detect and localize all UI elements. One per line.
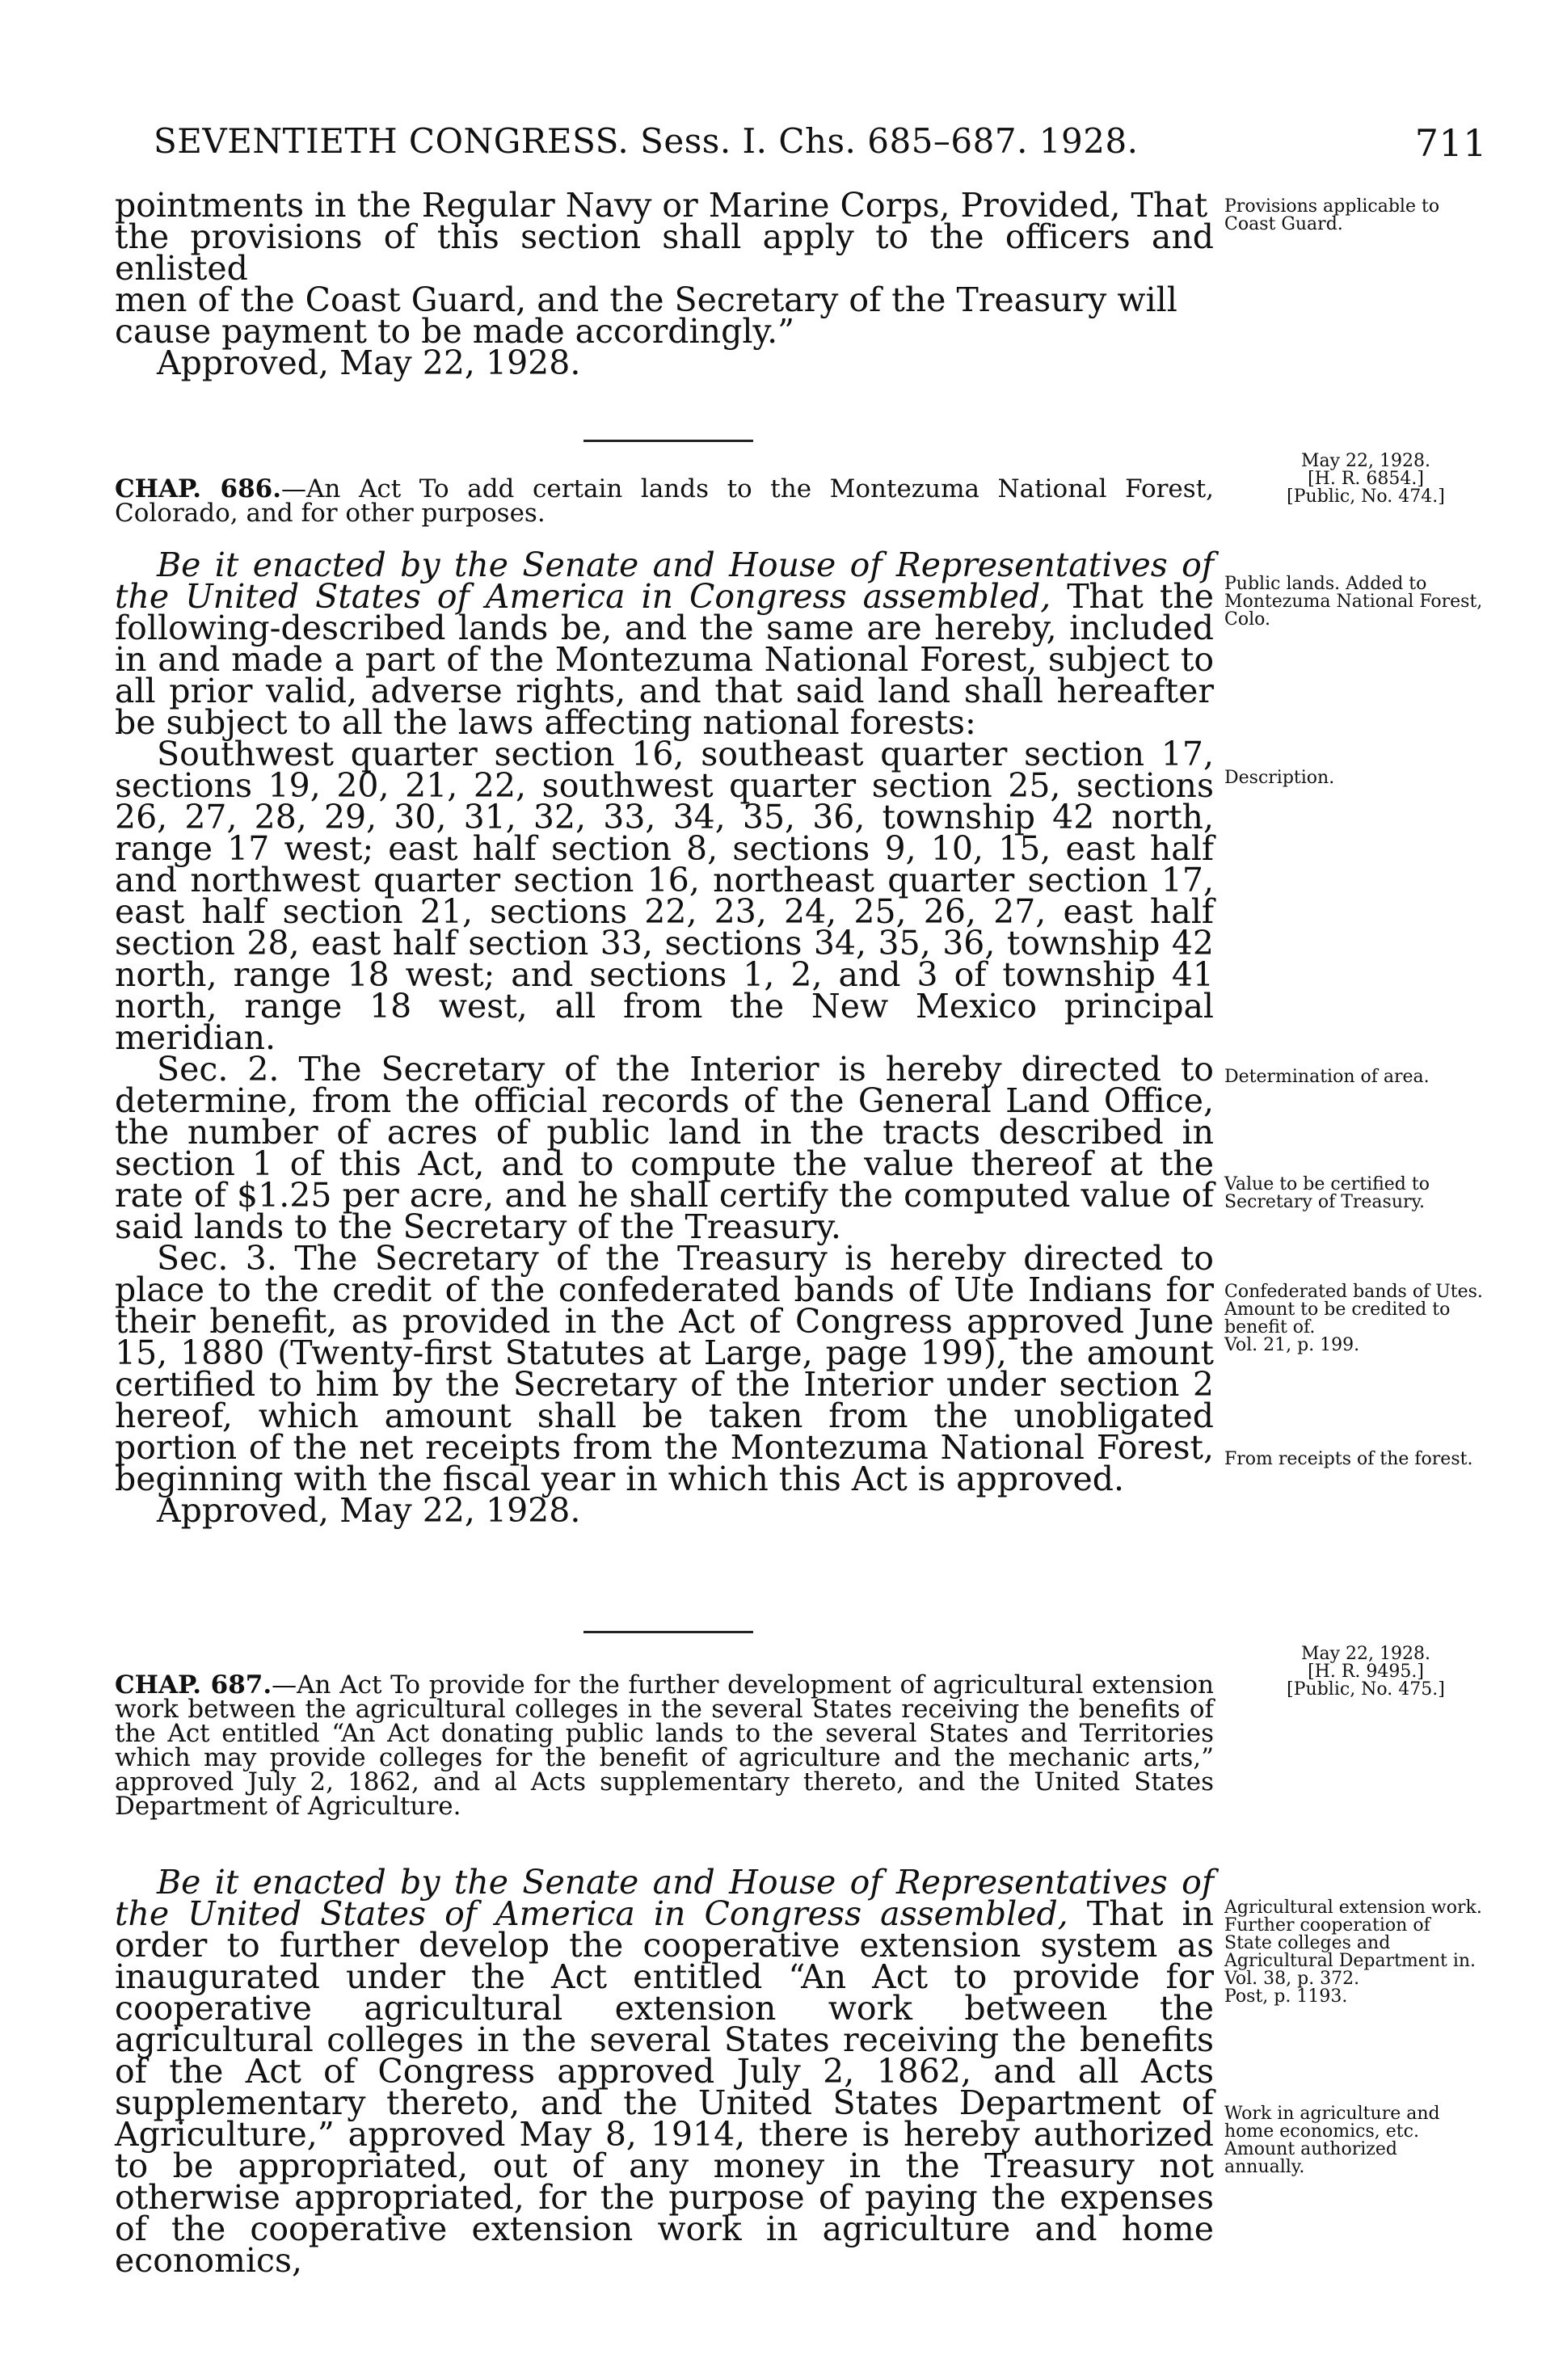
- public-law-number: [Public, No. 475.]: [1287, 1679, 1445, 1700]
- chapter-title-text: —An Act To provide for the further development of agricultural extension work between the agricultural colleges in the several States receiving the benefits of the Act entitled “An Act donating public lands to the several States and Territories which may provide colleges for the benefit of agriculture and the mechanic arts,” approved July 2, 1862, and al Acts supplementary thereto, and the United States Department of Agriculture.: [115, 1670, 1214, 1821]
- bill-reference-687: [1285, 1645, 1447, 1699]
- margin-note-agricultural-extension: Agricultural extension work. Further cooperation of State colleges and Agricultural Department in. Vol. 38, p. 372. Post, p. 1193.: [1224, 1898, 1482, 2007]
- header-title: SEVENTIETH CONGRESS. Sess. I. Chs. 685–687. 1928.: [154, 121, 1139, 161]
- divider: [583, 440, 753, 442]
- margin-note-receipts: From receipts of the forest.: [1224, 1449, 1473, 1469]
- enacting-clause: Be it enacted by the Senate and House of Representatives of the United States of America in Congress assembled, That the following-described lands be, and the same are hereby, included in and made a part of the Montezuma National Forest, subject to all prior valid, adverse rights, and that said land shall hereafter be subject to all the laws affecting national forests:: [115, 546, 1214, 742]
- margin-note-home-economics: Work in agriculture and home economics, etc. Amount authorized annually.: [1224, 2104, 1440, 2177]
- margin-note-value-certified: Value to be certified to Secretary of Treasury.: [1224, 1174, 1430, 1212]
- bill-date: May 22, 1928.: [1300, 451, 1431, 471]
- margin-note-confederated-bands: Confederated bands of Utes. Amount to be credited to benefit of. Vol. 21, p. 199.: [1224, 1282, 1483, 1355]
- enacting-clause: Be it enacted by the Senate and House of Representatives of the United States of America in Congress assembled, That in order to further develop the cooperative extension system as inaugurated under the Act entitled “An Act to provide for cooperative agricultural extension work between the agricultural colleges in the several States receiving the benefits of the Act of Congress approved July 2, 1862, and all Acts supplementary thereto, and the United States Department of Agriculture,” approved May 8, 1914, there is hereby authorized to be appropriated, out of any money in the Treasury not otherwise appropriated, for the purpose of paying the expenses of the cooperative extension work in agriculture and home economics,: [115, 1863, 1215, 2280]
- page-number: 711: [1414, 121, 1487, 165]
- section-2: Sec. 2. The Secretary of the Interior is hereby directed to determine, from the official records of the General Land Office, the number of acres of public land in the tracts described in section 1 of this Act, and to compute the value thereof at the rate of $1.25 per acre, and he shall certify the computed value of said lands to the Secretary of the Treasury.: [115, 1050, 1214, 1246]
- section-continuation: [115, 186, 1214, 382]
- section-3: Sec. 3. The Secretary of the Treasury is hereby directed to place to the credit of the confederated bands of Ute Indians for their benefit, as provided in the Act of Congress approved June 15, 1880 (Twenty-first Statutes at Large, page 199), the amount certified to him by the Secretary of the Interior under section 2 hereof, which amount shall be taken from the unobligated portion of the net receipts from the Montezuma National Forest, beginning with the fiscal year in which this Act is approved.: [115, 1239, 1214, 1498]
- continuation-line-3: men of the Coast Guard, and the Secretary of the Treasury will: [115, 280, 1177, 319]
- chapter-686-body: [115, 546, 1214, 1530]
- margin-note-determination: Determination of area.: [1224, 1067, 1430, 1087]
- divider: [583, 1631, 753, 1633]
- margin-note-public-lands: Public lands. Added to Montezuma National Forest, Colo.: [1224, 574, 1483, 630]
- approved-line-686: Approved, May 22, 1928.: [157, 1491, 581, 1530]
- running-header: [154, 121, 1487, 165]
- chapter-label: CHAP. 687.: [115, 1670, 272, 1700]
- margin-note-description: Description.: [1224, 768, 1335, 788]
- continuation-line-1: pointments in the Regular Navy or Marine Corps, Provided, That: [115, 186, 1208, 225]
- chapter-687-title: [115, 1670, 1214, 1821]
- chapter-686-title: [115, 474, 1215, 528]
- margin-note-coast-guard: Provisions applicable to Coast Guard.: [1224, 196, 1440, 234]
- bill-reference-686: [1285, 453, 1447, 506]
- chapter-label: CHAP. 686.: [115, 474, 282, 503]
- continuation-line-4: cause payment to be made accordingly.”: [115, 312, 795, 351]
- bill-number: [H. R. 6854.]: [1308, 469, 1424, 489]
- land-description: Southwest quarter section 16, southeast quarter section 17, sections 19, 20, 21, 22, southwest quarter section 25, sections 26, 27, 28, 29, 30, 31, 32, 33, 34, 35, 36, township 42 north, range 17 west; east half section 8, sections 9, 10, 15, east half and northwest quarter section 16, northeast quarter section 17, east half section 21, sections 22, 23, 24, 25, 26, 27, east half section 28, east half section 33, sections 34, 35, 36, township 42 north, range 18 west; and sections 1, 2, and 3 of township 41 north, range 18 west, all from the New Mexico principal meridian.: [115, 735, 1214, 1057]
- chapter-687-body: [115, 1863, 1215, 2280]
- chapter-title-text: —An Act To add certain lands to the Montezuma National Forest, Colorado, and for other purposes.: [115, 474, 1215, 528]
- bill-number: [H. R. 9495.]: [1308, 1662, 1424, 1682]
- bill-date: May 22, 1928.: [1300, 1644, 1431, 1664]
- public-law-number: [Public, No. 474.]: [1287, 487, 1445, 507]
- continuation-line-2: the provisions of this section shall apply to the officers and enlisted: [115, 217, 1214, 288]
- approved-line-685: Approved, May 22, 1928.: [157, 343, 581, 382]
